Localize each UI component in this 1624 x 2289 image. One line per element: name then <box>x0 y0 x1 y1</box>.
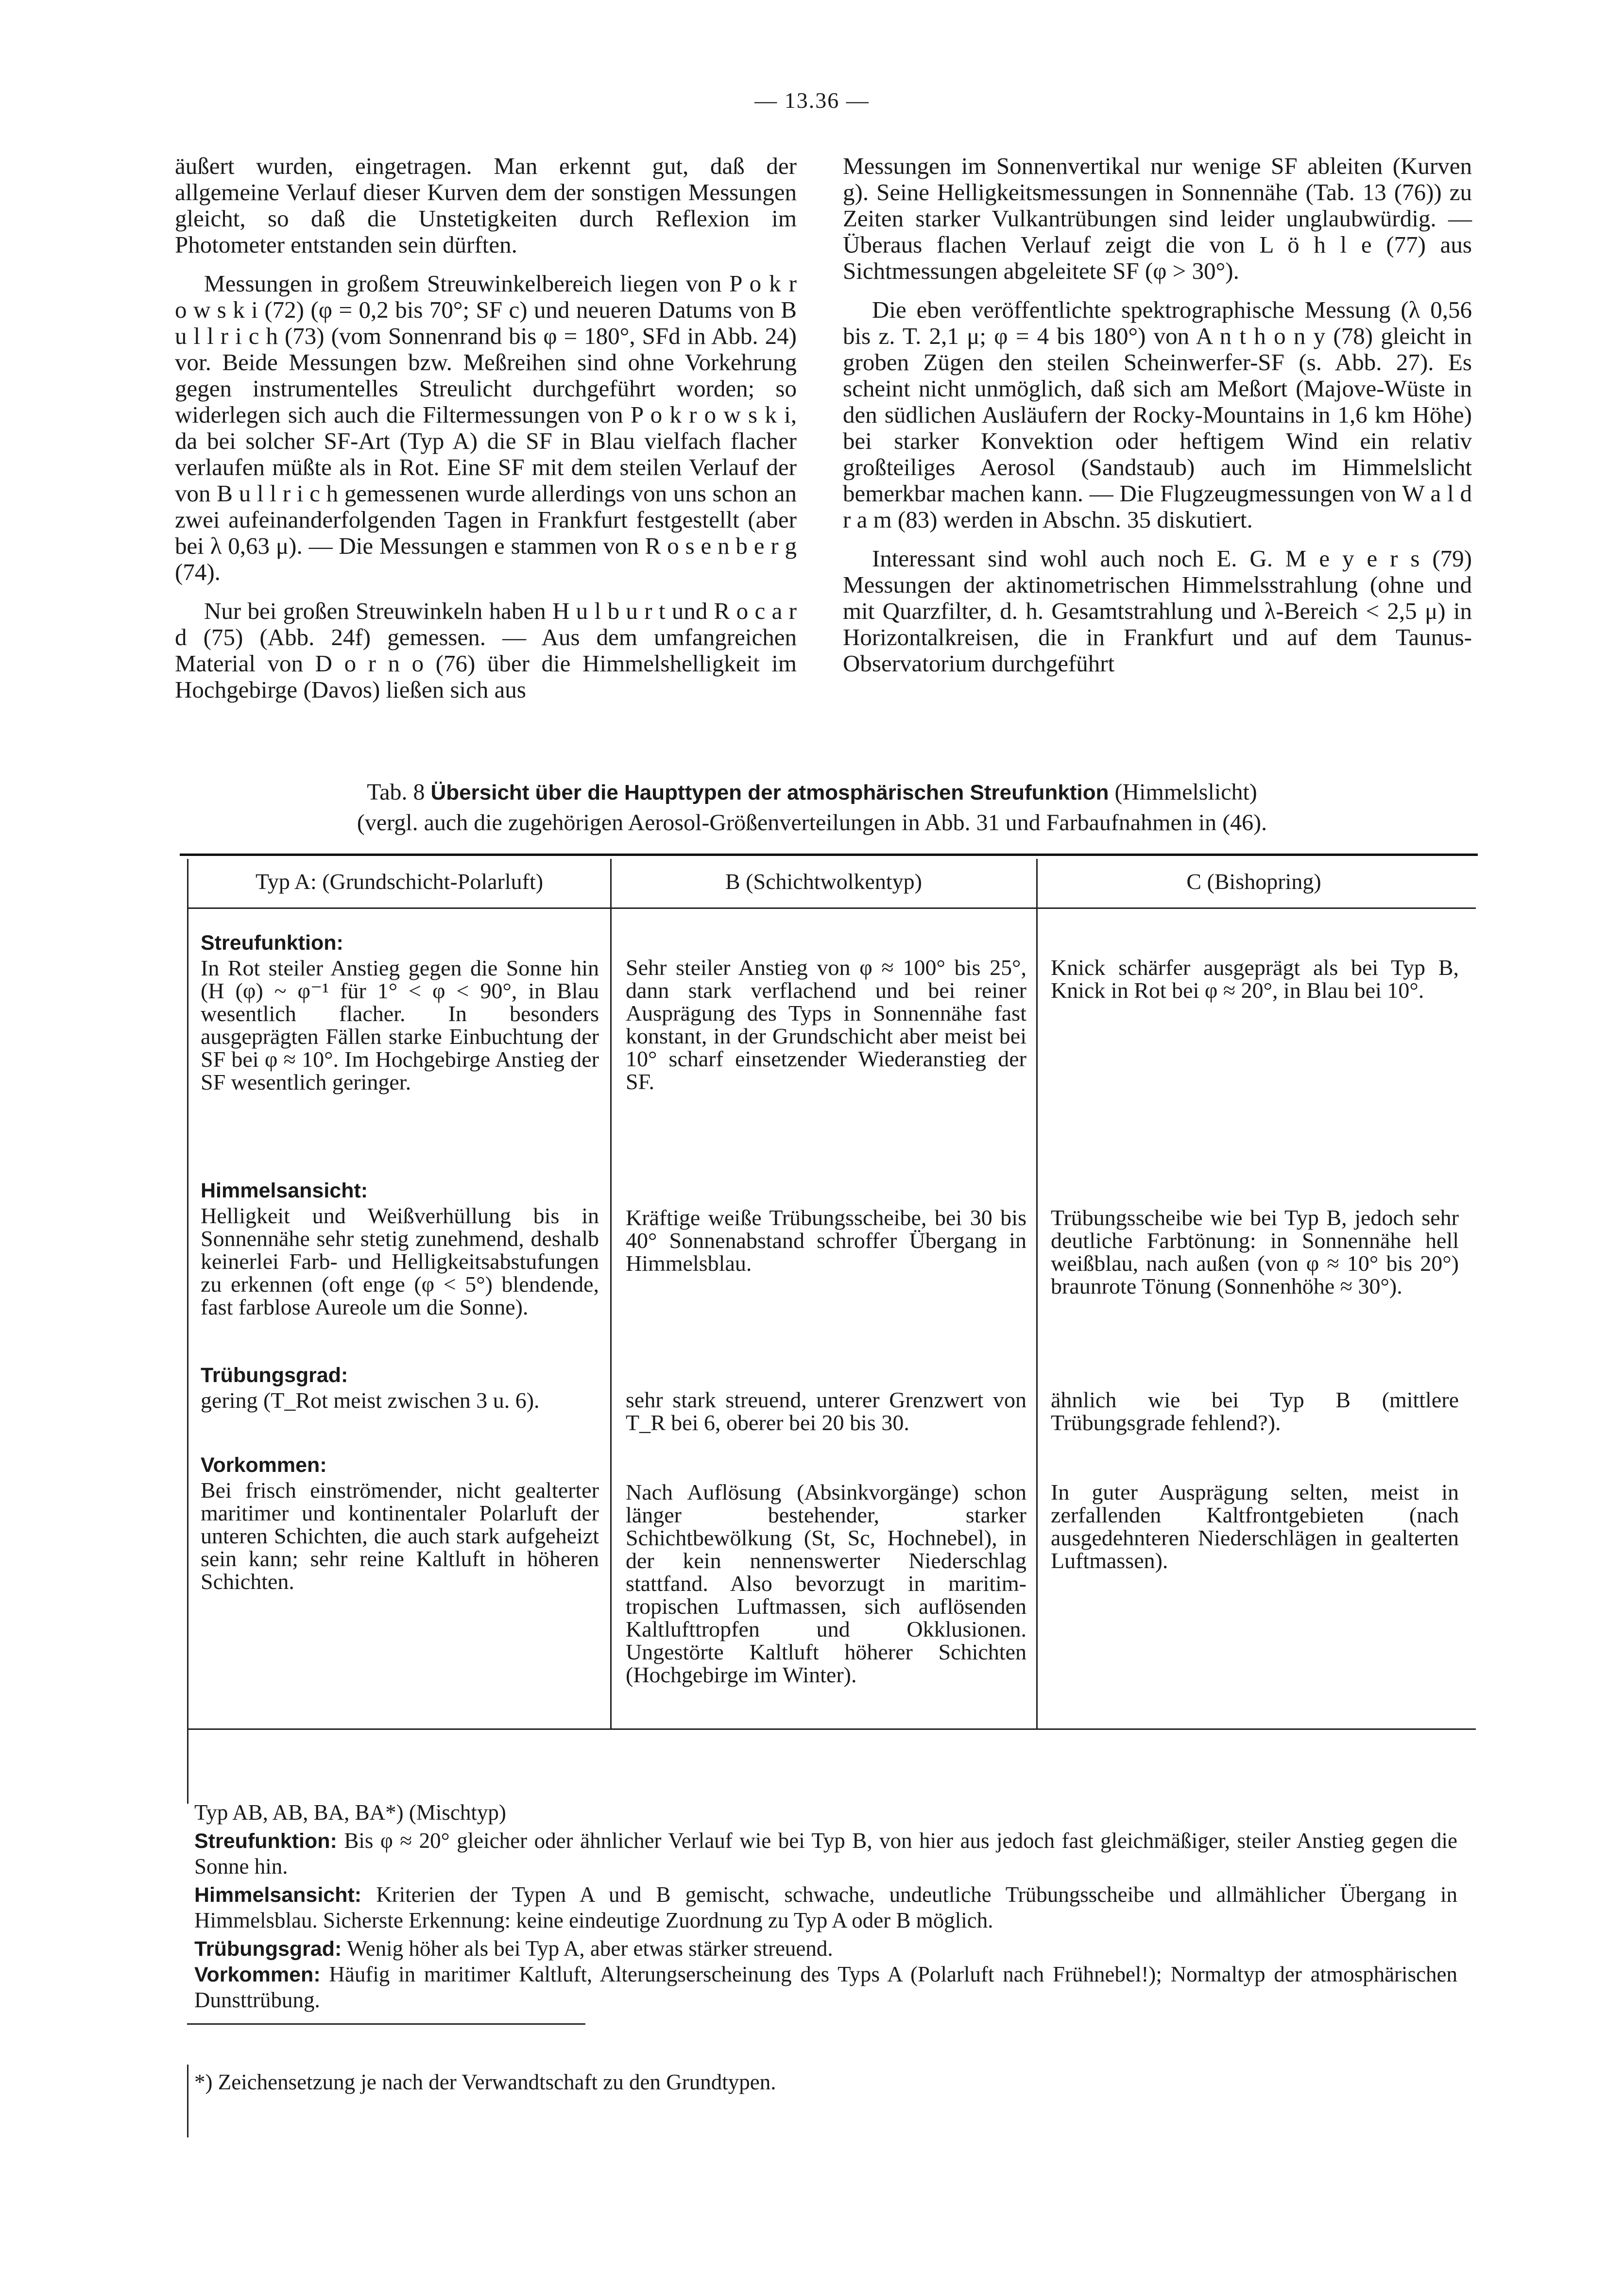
table-top-rule <box>180 854 1478 856</box>
caption-label: Tab. 8 <box>367 779 425 805</box>
cell-text: Bei frisch einströmender, nicht gealterter maritimer und kontinentaler Polarluft der unteren Schichten, die auch stark aufgeheizt sein kann; sehr reine Kaltluft in höheren Schichten. <box>201 1478 599 1594</box>
mixtype-title: Typ AB, AB, BA, BA*) (Mischtyp) <box>194 1800 506 1825</box>
cell-b-himmelsansicht: Kräftige weiße Trübungsscheibe, bei 30 bis 40° Sonnenabstand schroffer Übergang in Himmelsblau. <box>626 1205 1026 1276</box>
column-header-typ-b: B (Schichtwolkentyp) <box>725 869 922 894</box>
mixtype-himmelsansicht <box>194 1882 1457 1933</box>
label: Himmelsansicht: <box>194 1883 362 1907</box>
mixtype-streufunktion <box>194 1828 1457 1879</box>
label: Trübungsgrad: <box>194 1937 342 1961</box>
left-text-column <box>175 153 797 716</box>
paragraph: Messungen im Sonnenvertikal nur wenige SF ableiten (Kurven g). Seine Helligkeitsmessungen in Sonnennähe (Tab. 13 (76)) zu Zeiten starker Vulkantrübungen sind leider unglaubwürdig. — Überaus flachen Verlauf zeigt die von L ö h l e (77) aus Sichtmessungen abgeleitete SF (φ > 30°). <box>843 153 1472 284</box>
body-divider <box>188 1728 1476 1730</box>
section-label: Streufunktion: <box>201 931 343 955</box>
cell-b-truebungsgrad: sehr stark streuend, unterer Grenzwert von T_R bei 6, oberer bei 20 bis 30. <box>626 1387 1026 1435</box>
cell-b-vorkommen: Nach Auflösung (Absinkvorgänge) schon länger bestehender, starker Schichtbewölkung (St, Sc, Hochnebel), in der kein nennenswerter Niederschlag stattfand. Also bevorzugt in maritim-tropischen Luftmassen, sich auflösenden Kaltlufttropfen und Okklusionen. Ungestörte Kaltluft höherer Schichten (Hochgebirge im Winter). <box>626 1480 1026 1687</box>
cell-text: Helligkeit und Weißverhüllung bis in Sonnennähe sehr stetig zunehmend, deshalb keinerlei Farb- und Helligkeitsabstufungen zu erkennen (oft enge (φ < 5°) blendende, fast farblose Aureole um die Sonne). <box>201 1203 599 1319</box>
page-number: — 13.36 — <box>754 88 870 113</box>
paragraph: Messungen in großem Streuwinkelbereich liegen von P o k r o w s k i (72) (φ = 0,2 bis 70°; SF c) und neueren Datums von B u l l r i c h (73) (vom Sonnenrand bis φ = 180°, SFd in Abb. 24) vor. Beide Messungen bzw. Meßreihen sind ohne Vorkehrung gegen instrumentelles Streulicht durchgeführt worden; so widerlegen sich auch die Filtermessungen von P o k r o w s k i, da bei solcher SF-Art (Typ A) die SF in Blau vielfach flacher verlaufen müßte als in Rot. Eine SF mit dem steilen Verlauf der von B u l l r i c h gemessenen wurde allerdings von uns schon an zwei aufeinanderfolgenden Tagen in Frankfurt festgestellt (aber bei λ 0,63 μ). — Die Messungen e stammen von R o s e n b e r g (74). <box>175 270 797 585</box>
paragraph: Interessant sind wohl auch noch E. G. M e y e r s (79) Messungen der aktinometrischen Himmelsstrahlung (ohne und mit Quarzfilter, d. h. Gesamtstrahlung und λ-Bereich < 2,5 μ) in Horizontalkreisen, die in Frankfurt und auf dem Taunus-Observatorium durchgeführt <box>843 545 1472 677</box>
caption-title: Übersicht über die Haupttypen der atmosphärischen Streufunktion <box>430 781 1109 804</box>
cell-c-vorkommen: In guter Ausprägung selten, meist in zerfallenden Kaltfrontgebieten (nach ausgedehnteren Niederschlägen in gealterten Luftmassen). <box>1051 1480 1459 1573</box>
label: Streufunktion: <box>194 1829 337 1853</box>
footnote: *) Zeichensetzung je nach der Verwandtschaft zu den Grundtypen. <box>194 2070 776 2094</box>
cell-a-himmelsansicht <box>201 1179 599 1318</box>
cell-c-himmelsansicht: Trübungsscheibe wie bei Typ B, jedoch sehr deutliche Farbtönung: in Sonnennähe hell weißblau, nach außen (von φ ≈ 10° bis 20°) braunrote Tönung (Sonnenhöhe ≈ 30°). <box>1051 1205 1459 1298</box>
section-label: Trübungsgrad: <box>201 1364 348 1387</box>
mixtype-truebungsgrad <box>194 1936 1457 1962</box>
column-divider <box>1036 859 1038 1728</box>
table-caption <box>0 777 1624 838</box>
section-label: Vorkommen: <box>201 1453 327 1477</box>
cell-text: gering (T_Rot meist zwischen 3 u. 6). <box>201 1388 540 1413</box>
header-divider <box>188 907 1476 909</box>
cell-a-streufunktion <box>201 932 599 1093</box>
text: Kriterien der Typen A und B gemischt, schwache, undeutliche Trübungsscheibe und allmählicher Übergang in Himmelsblau. Sicherste Erkennung: keine eindeutige Zuordnung zu Typ A oder B möglich. <box>194 1882 1458 1932</box>
paragraph: Die eben veröffentlichte spektrographische Messung (λ 0,56 bis z. T. 2,1 μ; φ = 4 bis 180°) von A n t h o n y (78) gleicht in groben Zügen den steilen Scheinwerfer-SF (s. Abb. 27). Es scheint nicht unmöglich, daß sich am Meßort (Majove-Wüste in den südlichen Ausläufern der Rocky-Mountains in 1,6 km Höhe) bei starker Konvektion oder heftigem Wind ein relativ großteiliges Aerosol (Sandstaub) auch im Himmelslicht bemerkbar machen kann. — Die Flugzeugmessungen von W a l d r a m (83) werden in Abschn. 35 diskutiert. <box>843 296 1472 533</box>
cell-c-truebungsgrad: ähnlich wie bei Typ B (mittlere Trübungsgrade fehlend?). <box>1051 1387 1459 1435</box>
section-label: Himmelsansicht: <box>201 1179 368 1202</box>
paragraph: äußert wurden, eingetragen. Man erkennt gut, daß der allgemeine Verlauf dieser Kurven dem der sonstigen Messungen gleicht, so daß die Unstetigkeiten durch Reflexion im Photometer entstanden sein dürften. <box>175 153 797 258</box>
text: Wenig höher als bei Typ A, aber etwas stärker streuend. <box>346 1936 833 1961</box>
label: Vorkommen: <box>194 1963 321 1986</box>
column-header-typ-c: C (Bishopring) <box>1186 869 1321 894</box>
column-header-typ-a: Typ A: (Grundschicht-Polarluft) <box>255 869 544 894</box>
cell-a-vorkommen <box>201 1454 599 1593</box>
types-table <box>187 859 1476 1804</box>
paragraph: Nur bei großen Streuwinkeln haben H u l b u r t und R o c a r d (75) (Abb. 24f) gemessen. — Aus dem umfangreichen Material von D o r n o (76) über die Himmelshelligkeit im Hochgebirge (Davos) ließen sich aus <box>175 598 797 703</box>
cell-a-truebungsgrad <box>201 1364 599 1412</box>
cell-text: In Rot steiler Anstieg gegen die Sonne hin (H (φ) ~ φ⁻¹ für 1° < φ < 90°, in Blau wesentlich flacher. In besonders ausgeprägten Fällen starke Einbuchtung der SF bei φ ≈ 10°. Im Hochgebirge Anstieg der SF wesentlich geringer. <box>201 956 599 1094</box>
mixtype-vorkommen <box>194 1962 1457 2013</box>
cell-c-streufunktion: Knick schärfer ausgeprägt als bei Typ B, Knick in Rot bei φ ≈ 20°, in Blau bei 10°. <box>1051 955 1459 1003</box>
cell-b-streufunktion: Sehr steiler Anstieg von φ ≈ 100° bis 25°, dann stark verflachend und bei reiner Ausprägung des Typs in Sonnennähe fast konstant, in der Grundschicht aber meist bei 10° scharf einsetzender Wiederanstieg der SF. <box>626 955 1026 1094</box>
table-left-border-tail <box>187 2065 188 2137</box>
caption-subline: (vergl. auch die zugehörigen Aerosol-Größenverteilungen in Abb. 31 und Farbaufnahmen in (46). <box>357 810 1267 836</box>
text: Häufig in maritimer Kaltluft, Alterungserscheinung des Typs A (Polarluft nach Frühnebel!); Normaltyp der atmosphärischen Dunsttrübung. <box>194 1962 1457 2012</box>
footnote-rule <box>187 2023 585 2025</box>
mixtype-section <box>194 1800 1458 2094</box>
caption-suffix: (Himmelslicht) <box>1114 779 1257 805</box>
right-text-column <box>843 153 1472 689</box>
text: Bis φ ≈ 20° gleicher oder ähnlicher Verlauf wie bei Typ B, von hier aus jedoch fast gleichmäßiger, steiler Anstieg gegen die Sonne hin. <box>194 1828 1458 1879</box>
column-divider <box>610 859 612 1728</box>
